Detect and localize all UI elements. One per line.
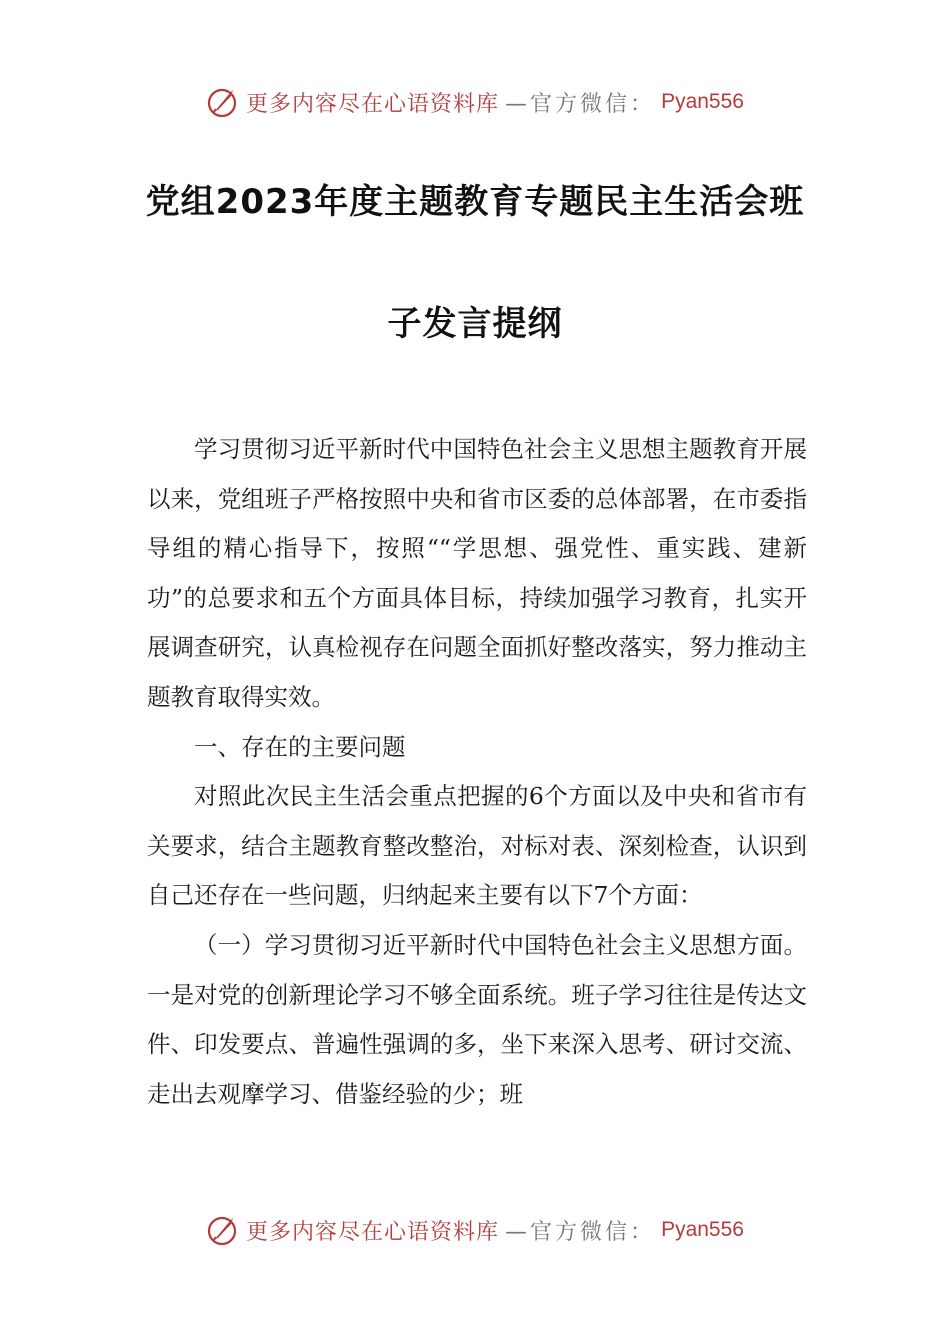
quill-pen-circle-icon [206, 1213, 240, 1247]
section-heading-problems: 一、存在的主要问题 [194, 732, 406, 761]
quill-pen-circle-icon [206, 85, 240, 119]
watermark-separator: —官方微信： [505, 1219, 656, 1245]
document-title-line-1: 党组2023年度主题教育专题民主生活会班 [145, 182, 805, 222]
watermark-text: 更多内容尽在心语资料库 [246, 91, 500, 117]
paragraph-intro: 学习贯彻习近平新时代中国特色社会主义思想主题教育开展以来，党组班子严格按照中央和省市区委的总体部署，在市委指导组的精心指导下，按照““学思想、强党性、重实践、建新功”的总要求和五个方面具体目标，持续加强学习教育，扎实开展调查研究，认真检视存在问题全面抓好整改落实，努力推动主题教育取得实效。 [147, 435, 807, 711]
watermark-wechat-id: Pyan556 [661, 1218, 744, 1241]
document-title-line-2: 子发言提纲 [387, 304, 563, 344]
watermark-separator: —官方微信： [505, 91, 656, 117]
paragraph-subsection-1: （一）学习贯彻习近平新时代中国特色社会主义思想方面。一是对党的创新理论学习不够全面系统。班子学习往往是传达文件、印发要点、普遍性强调的多，坐下来深入思考、研讨交流、走出去观摩学习、借鉴经验的少；班 [147, 930, 807, 1108]
watermark-footer [0, 1210, 950, 1250]
watermark-text: 更多内容尽在心语资料库 [246, 1219, 500, 1245]
paragraph-overview: 对照此次民主生活会重点把握的6个方面以及中央和省市有关要求，结合主题教育整改整治，对标对表、深刻检查，认识到自己还存在一些问题，归纳起来主要有以下7个方面： [147, 782, 807, 910]
watermark-wechat-id: Pyan556 [661, 90, 744, 113]
document-body [147, 425, 807, 1119]
watermark-header [0, 82, 950, 122]
